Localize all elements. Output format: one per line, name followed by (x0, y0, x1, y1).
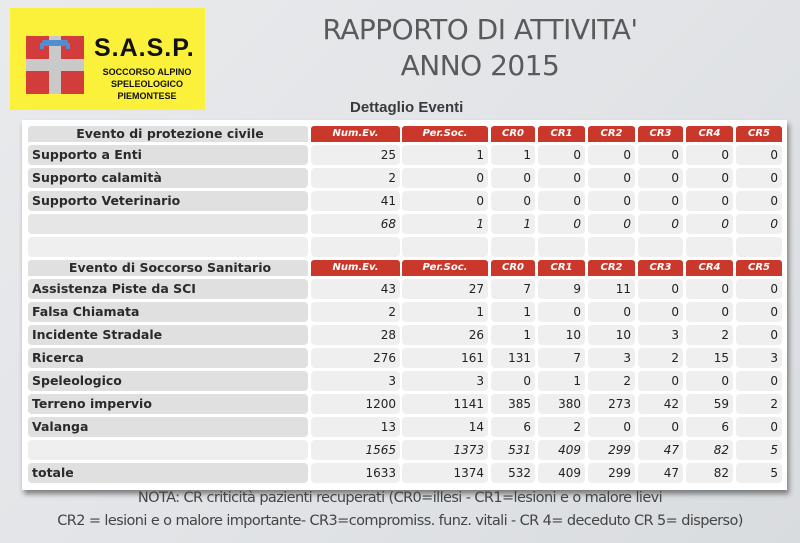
cell-cr2: 0 (588, 302, 635, 322)
cell-cr0: 0 (491, 191, 535, 211)
cell-cr0: 131 (491, 348, 535, 368)
cell-cr0: 0 (491, 168, 535, 188)
cell-cr1: 0 (538, 214, 585, 234)
header-num-ev: Num.Ev. (311, 260, 400, 276)
cell-cr5: 0 (736, 168, 782, 188)
cell-cr1: 0 (538, 302, 585, 322)
cell-cr2: 3 (588, 348, 635, 368)
cell-cr2: 10 (588, 325, 635, 345)
cell-per-soc: 3 (402, 371, 488, 391)
cell-num-ev: 25 (311, 145, 400, 165)
cell-cr1: 409 (538, 440, 585, 460)
cell-cr0: 7 (491, 279, 535, 299)
cell-num-ev: 28 (311, 325, 400, 345)
cell-cr2: 299 (588, 440, 635, 460)
piedmont-flag-icon (26, 36, 84, 94)
header-cr4: CR4 (686, 126, 733, 142)
header-cr2: CR2 (588, 260, 635, 276)
note-line-1: NOTA: CR criticità pazienti recuperati (CR0=illesi - CR1=lesioni e o malore lievi (137, 490, 663, 506)
header-cr4: CR4 (686, 260, 733, 276)
cell-cr3: 0 (638, 417, 683, 437)
cell-num-ev: 1565 (311, 440, 400, 460)
cell-cr4: 0 (686, 191, 733, 211)
row-label: Falsa Chiamata (28, 302, 308, 322)
logo-acronym: S.A.S.P. (94, 34, 195, 62)
cell-cr5: 3 (736, 348, 782, 368)
cell-cr5: 0 (736, 279, 782, 299)
cell-cr5: 0 (736, 371, 782, 391)
cell-num-ev: 41 (311, 191, 400, 211)
header-cr5: CR5 (736, 126, 782, 142)
cell-cr0: 532 (491, 463, 535, 483)
row-label: Supporto Veterinario (28, 191, 308, 211)
cell-cr0: 1 (491, 145, 535, 165)
cell-cr3: 0 (638, 214, 683, 234)
cell-num-ev: 2 (311, 168, 400, 188)
cell-cr4: 0 (686, 145, 733, 165)
cell-cr3: 2 (638, 348, 683, 368)
cell-cr3: 0 (638, 168, 683, 188)
cell-per-soc: 1141 (402, 394, 488, 414)
cell-cr1: 380 (538, 394, 585, 414)
cell-per-soc: 1374 (402, 463, 488, 483)
row-label: Valanga (28, 417, 308, 437)
row-label: totale (28, 463, 308, 483)
header-cr0: CR0 (491, 260, 535, 276)
cell-cr4: 0 (686, 214, 733, 234)
cell-cr5: 0 (736, 302, 782, 322)
cell-per-soc: 1 (402, 302, 488, 322)
cell-per-soc: 1 (402, 214, 488, 234)
cell-cr5: 0 (736, 325, 782, 345)
header-per-soc: Per.Soc. (402, 260, 488, 276)
empty-cell (538, 237, 585, 257)
cell-per-soc: 27 (402, 279, 488, 299)
cell-cr4: 82 (686, 463, 733, 483)
header-cr3: CR3 (638, 126, 683, 142)
cell-cr3: 0 (638, 302, 683, 322)
cell-per-soc: 14 (402, 417, 488, 437)
cell-cr1: 1 (538, 371, 585, 391)
cell-cr4: 2 (686, 325, 733, 345)
cell-cr4: 0 (686, 168, 733, 188)
header-label: Evento di Soccorso Sanitario (28, 260, 308, 276)
row-label: Incidente Stradale (28, 325, 308, 345)
empty-cell (638, 237, 683, 257)
cell-per-soc: 26 (402, 325, 488, 345)
cell-num-ev: 68 (311, 214, 400, 234)
row-label: Assistenza Piste da SCI (28, 279, 308, 299)
row-label-empty (28, 440, 308, 460)
header-cr5: CR5 (736, 260, 782, 276)
cell-cr0: 1 (491, 325, 535, 345)
cell-cr1: 0 (538, 145, 585, 165)
header-label: Evento di protezione civile (28, 126, 308, 142)
cell-per-soc: 1373 (402, 440, 488, 460)
row-label: Supporto calamità (28, 168, 308, 188)
cell-cr5: 0 (736, 191, 782, 211)
cell-cr3: 42 (638, 394, 683, 414)
cell-cr5: 5 (736, 440, 782, 460)
cell-cr5: 5 (736, 463, 782, 483)
cell-cr0: 6 (491, 417, 535, 437)
cell-num-ev: 3 (311, 371, 400, 391)
cell-cr5: 0 (736, 145, 782, 165)
header-cr1: CR1 (538, 126, 585, 142)
cell-cr3: 0 (638, 371, 683, 391)
cell-num-ev: 2 (311, 302, 400, 322)
cell-cr0: 1 (491, 214, 535, 234)
cell-num-ev: 13 (311, 417, 400, 437)
cell-cr3: 47 (638, 463, 683, 483)
cell-cr0: 0 (491, 371, 535, 391)
cell-cr2: 0 (588, 417, 635, 437)
cell-cr3: 0 (638, 279, 683, 299)
cell-cr4: 0 (686, 279, 733, 299)
cell-cr3: 0 (638, 145, 683, 165)
row-label: Terreno impervio (28, 394, 308, 414)
header-num-ev: Num.Ev. (311, 126, 400, 142)
cell-cr1: 7 (538, 348, 585, 368)
sasp-logo (10, 8, 205, 110)
cell-num-ev: 276 (311, 348, 400, 368)
events-table (22, 120, 787, 490)
row-label: Supporto a Enti (28, 145, 308, 165)
empty-cell (736, 237, 782, 257)
logo-subtitle: SOCCORSO ALPINO SPELEOLOGICO PIEMONTESE (102, 67, 192, 101)
cell-cr4: 15 (686, 348, 733, 368)
cell-cr1: 9 (538, 279, 585, 299)
cell-cr4: 0 (686, 302, 733, 322)
cell-num-ev: 1633 (311, 463, 400, 483)
header-cr0: CR0 (491, 126, 535, 142)
empty-cell (311, 237, 400, 257)
note-line-2: CR2 = lesioni e o malore importante- CR3=compromiss. funz. vitali - CR 4= deceduto CR 5= disperso) (57, 513, 743, 529)
cell-cr5: 0 (736, 417, 782, 437)
cell-cr4: 59 (686, 394, 733, 414)
header-cr3: CR3 (638, 260, 683, 276)
cell-cr1: 0 (538, 168, 585, 188)
cell-cr5: 2 (736, 394, 782, 414)
cell-cr4: 6 (686, 417, 733, 437)
row-label: Ricerca (28, 348, 308, 368)
cell-cr5: 0 (736, 214, 782, 234)
cell-cr3: 3 (638, 325, 683, 345)
cell-cr2: 299 (588, 463, 635, 483)
cell-cr2: 0 (588, 214, 635, 234)
header-cr1: CR1 (538, 260, 585, 276)
cell-cr1: 2 (538, 417, 585, 437)
cell-cr2: 0 (588, 145, 635, 165)
cell-per-soc: 1 (402, 145, 488, 165)
page-title: RAPPORTO DI ATTIVITA' ANNO 2015 (322, 13, 638, 82)
cell-cr1: 0 (538, 191, 585, 211)
section-subtitle: Dettaglio Eventi (350, 99, 464, 116)
header-cr2: CR2 (588, 126, 635, 142)
cell-cr1: 10 (538, 325, 585, 345)
empty-cell (686, 237, 733, 257)
cell-cr3: 47 (638, 440, 683, 460)
cell-cr0: 385 (491, 394, 535, 414)
cell-per-soc: 0 (402, 191, 488, 211)
cell-num-ev: 43 (311, 279, 400, 299)
header-per-soc: Per.Soc. (402, 126, 488, 142)
cell-cr2: 0 (588, 191, 635, 211)
cell-cr4: 0 (686, 371, 733, 391)
cell-num-ev: 1200 (311, 394, 400, 414)
cell-per-soc: 161 (402, 348, 488, 368)
cell-cr4: 82 (686, 440, 733, 460)
cell-cr0: 1 (491, 302, 535, 322)
cell-cr2: 273 (588, 394, 635, 414)
cell-cr2: 2 (588, 371, 635, 391)
cell-per-soc: 0 (402, 168, 488, 188)
cell-cr2: 11 (588, 279, 635, 299)
empty-cell (588, 237, 635, 257)
cell-cr0: 531 (491, 440, 535, 460)
empty-cell (402, 237, 488, 257)
empty-cell (491, 237, 535, 257)
empty-cell (28, 237, 308, 257)
row-label-empty (28, 214, 308, 234)
cell-cr3: 0 (638, 191, 683, 211)
row-label: Speleologico (28, 371, 308, 391)
cell-cr2: 0 (588, 168, 635, 188)
cell-cr1: 409 (538, 463, 585, 483)
